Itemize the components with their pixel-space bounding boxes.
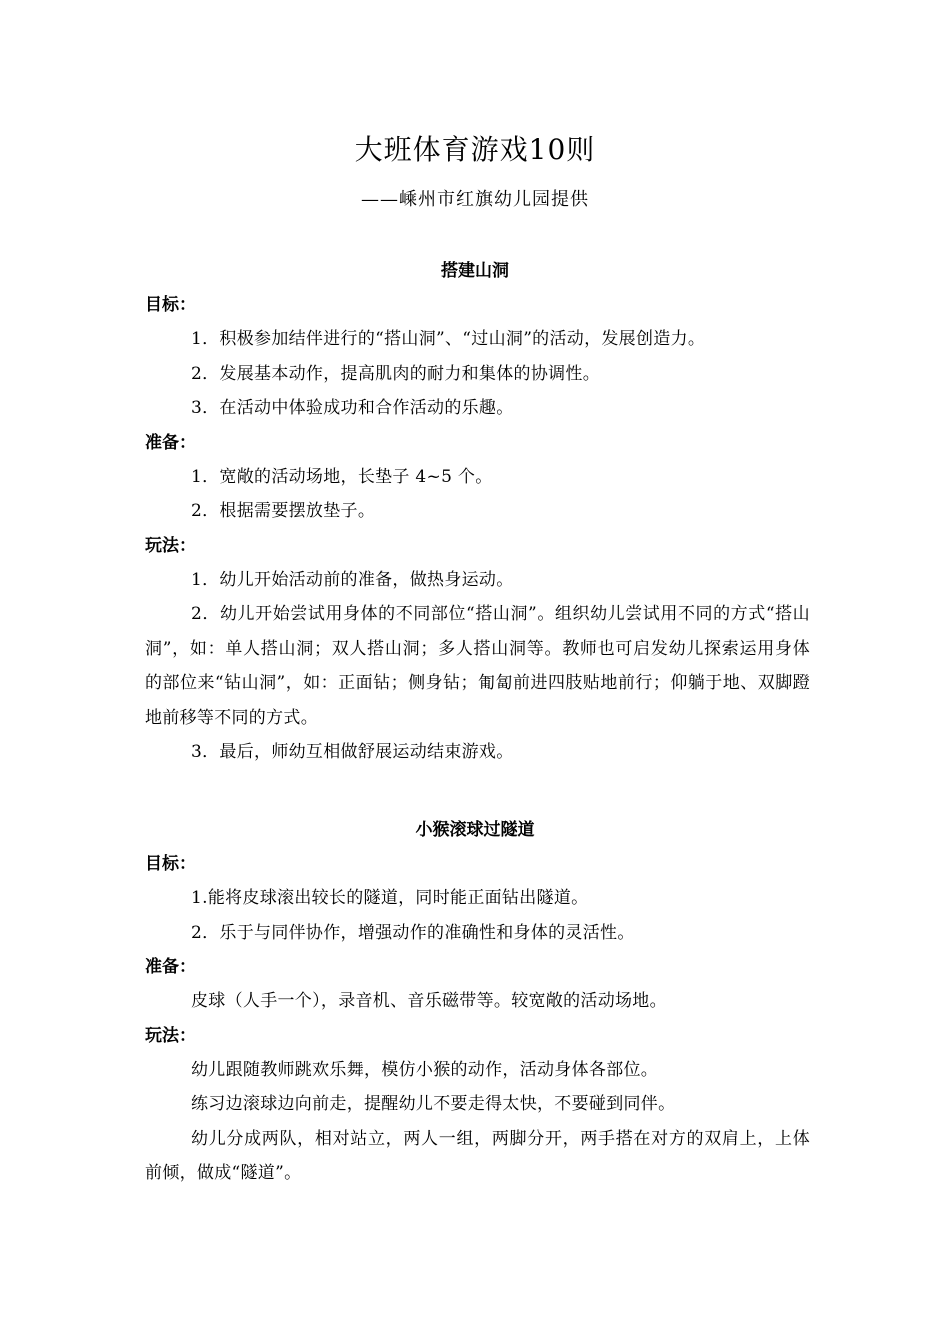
goal-item: 1．积极参加结伴进行的“搭山洞”、“过山洞”的活动，发展创造力。: [191, 329, 706, 349]
play-item: 3．最后，师幼互相做舒展运动结束游戏。: [191, 742, 514, 762]
play-item: 1．幼儿开始活动前的准备，做热身运动。: [191, 569, 514, 590]
play-label: 玩法：: [145, 535, 196, 556]
game-title: 小猴滚球过隧道: [415, 820, 535, 840]
goal-item: 2．乐于与同伴协作，增强动作的准确性和身体的灵活性。: [191, 922, 635, 943]
goal-label: 目标：: [145, 854, 196, 874]
play-label: 玩法：: [145, 1025, 196, 1046]
prep-item: 皮球（人手一个），录音机、音乐磁带等。较宽敞的活动场地。: [191, 991, 667, 1011]
prep-label: 准备：: [145, 957, 196, 977]
prep-label: 准备：: [145, 432, 196, 453]
goal-label: 目标：: [145, 295, 196, 315]
game-title: 搭建山洞: [441, 261, 509, 281]
prep-item: 2．根据需要摆放垫子。: [191, 501, 376, 521]
goal-item: 2．发展基本动作，提高肌肉的耐力和集体的协调性。: [191, 363, 601, 384]
play-item: 幼儿分成两队，相对站立，两人一组，两脚分开，两手搭在对方的双肩上，上体前倾，做成“隧道”。: [145, 1128, 810, 1183]
document-title: 大班体育游戏10则: [354, 133, 596, 166]
prep-item: 1．宽敞的活动场地，长垫子 4~5 个。: [191, 466, 493, 487]
game-section-da-jian-shan-dong: [145, 254, 810, 770]
goal-item: 3．在活动中体验成功和合作活动的乐趣。: [191, 398, 514, 418]
document-subtitle: ——嵊州市红旗幼儿园提供: [361, 189, 589, 210]
play-item: 2．幼儿开始尝试用身体的不同部位“搭山洞”。组织幼儿尝试用不同的方式“搭山洞”，如：单人搭山洞；双人搭山洞；多人搭山洞等。教师也可启发幼儿探索运用身体的部位来“钻山洞”，如：正面钻；侧身钻；匍匐前进四肢贴地前行；仰躺于地、双脚蹬地前移等不同的方式。: [145, 604, 810, 728]
game-section-xiao-hou-gun-qiu: [145, 813, 810, 1191]
goal-item: 1.能将皮球滚出较长的隧道，同时能正面钻出隧道。: [191, 888, 589, 908]
play-item: 幼儿跟随教师跳欢乐舞，模仿小猴的动作，活动身体各部位。: [191, 1059, 659, 1080]
play-item: 练习边滚球边向前走，提醒幼儿不要走得太快，不要碰到同伴。: [191, 1094, 676, 1114]
